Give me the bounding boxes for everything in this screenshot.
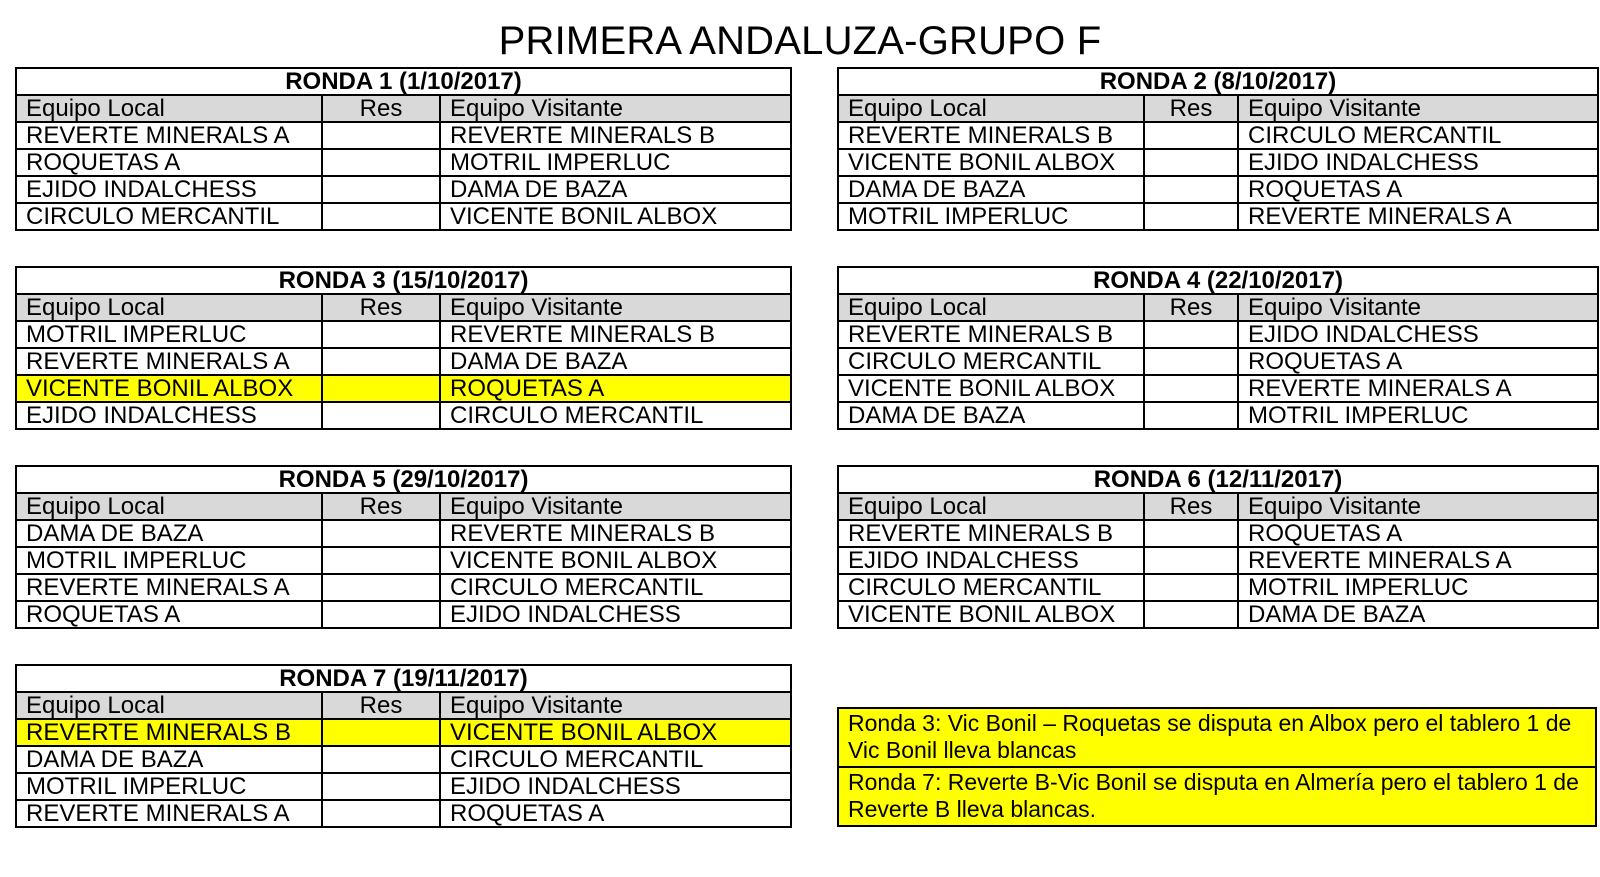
column-header-visitante: Equipo Visitante: [1238, 493, 1598, 520]
result-cell: [322, 122, 440, 149]
round-heading: RONDA 6 (12/11/2017): [838, 466, 1598, 493]
result-cell: [322, 203, 440, 230]
round-heading: RONDA 4 (22/10/2017): [838, 267, 1598, 294]
result-cell: [1144, 348, 1238, 375]
away-team-cell: MOTRIL IMPERLUC: [1238, 574, 1598, 601]
match-row: [16, 746, 791, 773]
home-team-cell: REVERTE MINERALS B: [838, 122, 1144, 149]
away-team-cell: ROQUETAS A: [1238, 348, 1598, 375]
away-team-cell: MOTRIL IMPERLUC: [1238, 402, 1598, 429]
match-row: [838, 402, 1598, 429]
match-row: [838, 321, 1598, 348]
round-2-table: [837, 67, 1599, 231]
match-row: [838, 574, 1598, 601]
home-team-cell: DAMA DE BAZA: [16, 520, 322, 547]
home-team-cell: CIRCULO MERCANTIL: [838, 574, 1144, 601]
result-cell: [1144, 547, 1238, 574]
result-cell: [322, 800, 440, 827]
away-team-cell: DAMA DE BAZA: [440, 348, 791, 375]
home-team-cell: CIRCULO MERCANTIL: [16, 203, 322, 230]
home-team-cell: VICENTE BONIL ALBOX: [838, 601, 1144, 628]
away-team-cell: VICENTE BONIL ALBOX: [440, 203, 791, 230]
result-cell: [1144, 122, 1238, 149]
match-row: [838, 348, 1598, 375]
column-header-local: Equipo Local: [838, 95, 1144, 122]
column-header-row: [838, 95, 1598, 122]
column-header-res: Res: [322, 493, 440, 520]
notes-box: [837, 707, 1597, 827]
home-team-cell: DAMA DE BAZA: [838, 402, 1144, 429]
column-header-visitante: Equipo Visitante: [440, 692, 791, 719]
column-header-row: [838, 493, 1598, 520]
match-row: [838, 375, 1598, 402]
match-row: [838, 520, 1598, 547]
note-round-7: Ronda 7: Reverte B-Vic Bonil se disputa en Almería pero el tablero 1 de Reverte B lleva blancas.: [838, 767, 1596, 826]
away-team-cell: REVERTE MINERALS A: [1238, 375, 1598, 402]
column-header-local: Equipo Local: [838, 493, 1144, 520]
result-cell: [322, 402, 440, 429]
round-5-table: [15, 465, 792, 629]
result-cell: [1144, 203, 1238, 230]
home-team-cell: REVERTE MINERALS A: [16, 122, 322, 149]
match-row: [16, 547, 791, 574]
result-cell: [322, 746, 440, 773]
match-row: [838, 203, 1598, 230]
home-team-cell: MOTRIL IMPERLUC: [16, 773, 322, 800]
column-header-local: Equipo Local: [838, 294, 1144, 321]
column-header-row: [16, 493, 791, 520]
result-cell: [322, 348, 440, 375]
note-round-3: Ronda 3: Vic Bonil – Roquetas se disputa en Albox pero el tablero 1 de Vic Bonil lleva blancas: [838, 708, 1596, 767]
away-team-cell: ROQUETAS A: [1238, 520, 1598, 547]
home-team-cell: ROQUETAS A: [16, 601, 322, 628]
away-team-cell: CIRCULO MERCANTIL: [440, 574, 791, 601]
home-team-cell: EJIDO INDALCHESS: [16, 176, 322, 203]
result-cell: [1144, 321, 1238, 348]
round-6-table: [837, 465, 1599, 629]
result-cell: [322, 321, 440, 348]
home-team-cell: MOTRIL IMPERLUC: [16, 321, 322, 348]
column-header-res: Res: [322, 294, 440, 321]
result-cell: [322, 520, 440, 547]
home-team-cell: REVERTE MINERALS B: [838, 520, 1144, 547]
column-header-res: Res: [1144, 95, 1238, 122]
away-team-cell: EJIDO INDALCHESS: [440, 601, 791, 628]
column-header-row: [16, 692, 791, 719]
home-team-cell: MOTRIL IMPERLUC: [16, 547, 322, 574]
home-team-cell: REVERTE MINERALS A: [16, 574, 322, 601]
result-cell: [322, 375, 440, 402]
column-header-visitante: Equipo Visitante: [1238, 294, 1598, 321]
round-heading: RONDA 2 (8/10/2017): [838, 68, 1598, 95]
result-cell: [322, 719, 440, 746]
result-cell: [1144, 176, 1238, 203]
match-row: [16, 176, 791, 203]
match-row: [16, 122, 791, 149]
round-3-table: [15, 266, 792, 430]
home-team-cell: REVERTE MINERALS A: [16, 348, 322, 375]
away-team-cell: EJIDO INDALCHESS: [1238, 149, 1598, 176]
column-header-visitante: Equipo Visitante: [440, 95, 791, 122]
result-cell: [322, 176, 440, 203]
match-row: [838, 547, 1598, 574]
match-row: [16, 773, 791, 800]
away-team-cell: REVERTE MINERALS B: [440, 321, 791, 348]
match-row: [16, 601, 791, 628]
away-team-cell: REVERTE MINERALS B: [440, 122, 791, 149]
home-team-cell: MOTRIL IMPERLUC: [838, 203, 1144, 230]
home-team-cell: EJIDO INDALCHESS: [838, 547, 1144, 574]
result-cell: [322, 547, 440, 574]
away-team-cell: EJIDO INDALCHESS: [440, 773, 791, 800]
match-row: [16, 375, 791, 402]
match-row: [16, 348, 791, 375]
away-team-cell: CIRCULO MERCANTIL: [1238, 122, 1598, 149]
column-header-row: [16, 294, 791, 321]
away-team-cell: DAMA DE BAZA: [440, 176, 791, 203]
away-team-cell: REVERTE MINERALS A: [1238, 547, 1598, 574]
column-header-visitante: Equipo Visitante: [440, 294, 791, 321]
away-team-cell: CIRCULO MERCANTIL: [440, 402, 791, 429]
away-team-cell: DAMA DE BAZA: [1238, 601, 1598, 628]
home-team-cell: CIRCULO MERCANTIL: [838, 348, 1144, 375]
home-team-cell: REVERTE MINERALS A: [16, 800, 322, 827]
match-row: [16, 149, 791, 176]
page-title: PRIMERA ANDALUZA-GRUPO F: [498, 19, 1102, 63]
round-1-table: [15, 67, 792, 231]
match-row: [16, 402, 791, 429]
result-cell: [1144, 574, 1238, 601]
result-cell: [322, 773, 440, 800]
home-team-cell: VICENTE BONIL ALBOX: [838, 375, 1144, 402]
home-team-cell: REVERTE MINERALS B: [838, 321, 1144, 348]
away-team-cell: REVERTE MINERALS A: [1238, 203, 1598, 230]
away-team-cell: MOTRIL IMPERLUC: [440, 149, 791, 176]
round-7-table: [15, 664, 792, 828]
away-team-cell: ROQUETAS A: [1238, 176, 1598, 203]
match-row: [16, 321, 791, 348]
home-team-cell: DAMA DE BAZA: [838, 176, 1144, 203]
away-team-cell: VICENTE BONIL ALBOX: [440, 719, 791, 746]
column-header-local: Equipo Local: [16, 692, 322, 719]
result-cell: [1144, 375, 1238, 402]
away-team-cell: ROQUETAS A: [440, 800, 791, 827]
round-heading: RONDA 7 (19/11/2017): [16, 665, 791, 692]
round-heading: RONDA 5 (29/10/2017): [16, 466, 791, 493]
result-cell: [1144, 520, 1238, 547]
match-row: [16, 203, 791, 230]
home-team-cell: ROQUETAS A: [16, 149, 322, 176]
column-header-row: [838, 294, 1598, 321]
column-header-res: Res: [1144, 294, 1238, 321]
home-team-cell: DAMA DE BAZA: [16, 746, 322, 773]
round-heading: RONDA 1 (1/10/2017): [16, 68, 791, 95]
column-header-local: Equipo Local: [16, 493, 322, 520]
match-row: [16, 719, 791, 746]
column-header-res: Res: [322, 692, 440, 719]
round-4-table: [837, 266, 1599, 430]
result-cell: [1144, 149, 1238, 176]
result-cell: [1144, 402, 1238, 429]
match-row: [16, 800, 791, 827]
column-header-res: Res: [322, 95, 440, 122]
home-team-cell: VICENTE BONIL ALBOX: [16, 375, 322, 402]
match-row: [838, 122, 1598, 149]
away-team-cell: ROQUETAS A: [440, 375, 791, 402]
away-team-cell: VICENTE BONIL ALBOX: [440, 547, 791, 574]
match-row: [16, 520, 791, 547]
column-header-local: Equipo Local: [16, 294, 322, 321]
result-cell: [322, 574, 440, 601]
result-cell: [322, 601, 440, 628]
home-team-cell: REVERTE MINERALS B: [16, 719, 322, 746]
home-team-cell: EJIDO INDALCHESS: [16, 402, 322, 429]
away-team-cell: CIRCULO MERCANTIL: [440, 746, 791, 773]
column-header-row: [16, 95, 791, 122]
match-row: [838, 176, 1598, 203]
result-cell: [322, 149, 440, 176]
column-header-visitante: Equipo Visitante: [1238, 95, 1598, 122]
away-team-cell: REVERTE MINERALS B: [440, 520, 791, 547]
match-row: [16, 574, 791, 601]
home-team-cell: VICENTE BONIL ALBOX: [838, 149, 1144, 176]
result-cell: [1144, 601, 1238, 628]
column-header-local: Equipo Local: [16, 95, 322, 122]
round-heading: RONDA 3 (15/10/2017): [16, 267, 791, 294]
column-header-res: Res: [1144, 493, 1238, 520]
match-row: [838, 601, 1598, 628]
column-header-visitante: Equipo Visitante: [440, 493, 791, 520]
away-team-cell: EJIDO INDALCHESS: [1238, 321, 1598, 348]
match-row: [838, 149, 1598, 176]
